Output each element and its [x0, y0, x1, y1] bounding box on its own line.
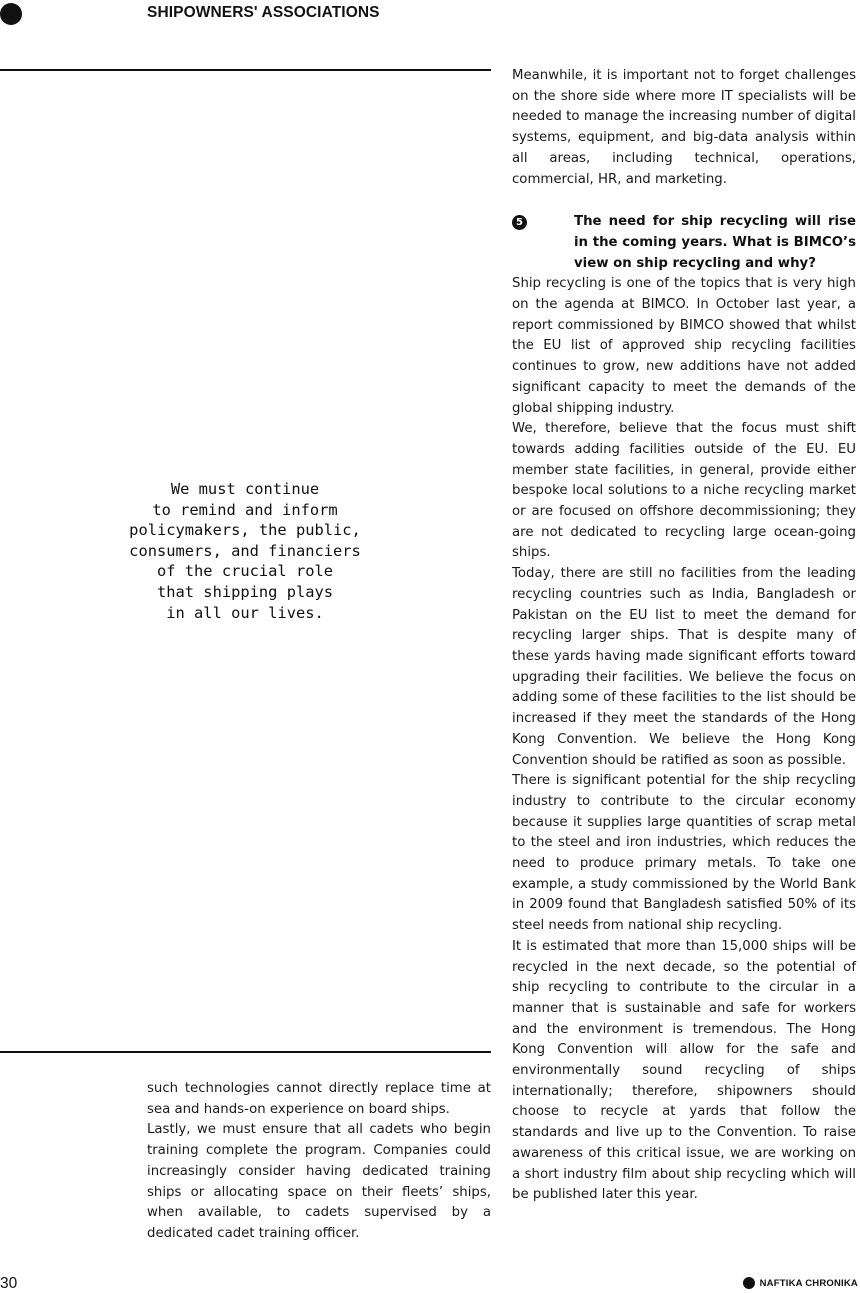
body-paragraph: It is estimated that more than 15,000 ships will be recycled in the next decade, so the potential of ship recycling to contribute to the circular in a manner that is sustainable and safe for workers and the environment is tremendous. The Hong Kong Convention will allow for the safe and environmentally sound recycling of ships internationally; therefore, shipowners should choose to recycle at yards that follow the standards and live up to the Convention. To raise awareness of this critical issue, we are working on a short industry film about ship recycling which will be published later this year.: [512, 938, 856, 1203]
pull-quote-line: consumers, and financiers: [129, 541, 361, 560]
question-text: The need for ship recycling will rise in the coming years. What is BIMCO’s view on ship recycling and why?: [574, 214, 856, 271]
body-paragraph: Ship recycling is one of the topics that is very high on the agenda at BIMCO. In October last year, a report commissioned by BIMCO showed that whilst the EU list of approved ship recycling facilities continues to grow, new additions have not added significant capacity to meet the demands of the global shipping industry.: [512, 276, 856, 416]
interview-question: [512, 212, 856, 274]
intro-paragraph: Meanwhile, it is important not to forget challenges on the shore side where more IT specialists will be needed to manage the increasing number of digital systems, equipment, and big-data analysis within all areas, including technical, operations, commercial, HR, and marketing.: [512, 68, 856, 187]
pull-quote-line: We must continue: [170, 480, 320, 498]
magazine-logo-icon: [0, 3, 22, 25]
bottom-divider: [0, 1051, 491, 1053]
page-number: 30: [0, 1275, 18, 1292]
body-paragraph: There is significant potential for the ship recycling industry to contribute to the circular economy because it supplies large quantities of scrap metal to the steel and iron industries, which reduces the need to produce primary metals. To take one example, a study commissioned by the World Bank in 2009 found that Bangladesh satisfied 50% of its steel needs from national ship recycling.: [512, 773, 856, 934]
pull-quote-line: to remind and inform: [152, 500, 338, 519]
pull-quote-line: policymakers, the public,: [129, 521, 361, 540]
body-paragraph: such technologies cannot directly replace time at sea and hands-on experience on board ships.: [147, 1081, 491, 1117]
left-column: [147, 1079, 491, 1245]
body-paragraph: Lastly, we must ensure that all cadets who begin training complete the program. Companies could increasingly consider having dedicated training ships or allocating space on their fleets’ ships, when available, to cadets supervised by a dedicated cadet training officer.: [147, 1122, 491, 1241]
body-paragraph: We, therefore, believe that the focus must shift towards adding facilities outside of the EU. EU member state facilities, in general, provide either bespoke local solutions to a niche recycling market or are focused on offshore decommissioning; they are not dedicated to recycling large ocean-going ships.: [512, 421, 856, 561]
pull-quote-line: in all our lives.: [166, 603, 324, 622]
pull-quote-line: that shipping plays: [156, 582, 334, 601]
footer-brand: [743, 1277, 858, 1289]
brand-name: NAFTIKA CHRONIKA: [759, 1277, 858, 1289]
body-paragraph: Today, there are still no facilities from the leading recycling countries such as India, Bangladesh or Pakistan on the EU list to meet the demand for recycling larger ships. That is despite many of these yards having made significant efforts toward upgrading their facilities. We believe the focus on adding some of these facilities to the list should be increased if they meet the standards of the Hong Kong Convention. We believe the Hong Kong Convention should be ratified as soon as possible.: [512, 566, 856, 768]
question-number-badge: 5: [512, 215, 527, 230]
pull-quote-line: of the crucial role: [156, 562, 334, 581]
pull-quote: [110, 479, 380, 623]
top-divider: [0, 69, 491, 71]
right-column: [512, 66, 856, 1206]
brand-logo-icon: [743, 1277, 755, 1289]
section-title: SHIPOWNERS' ASSOCIATIONS: [147, 4, 380, 21]
